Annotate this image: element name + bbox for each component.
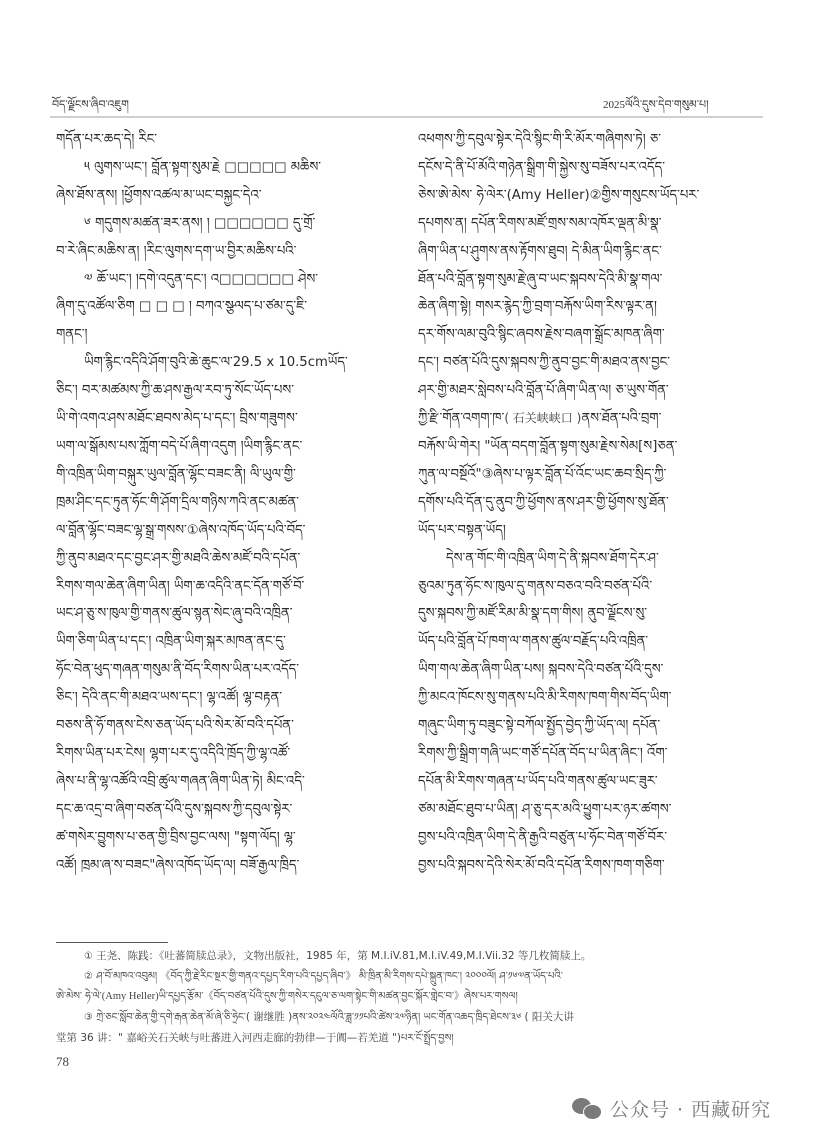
chinese-text: 堂第 36 讲：" 嘉峪关石关峡与吐蕃进入河西走廊的勃律—于阗—若羌道 ")	[56, 1032, 401, 1044]
text-line: གི་འཁྲིན་ཡིག་བསྐུར་ཡུལ་བློན་ལྷོང་བཟང་ནི། ལི་ཡུལ་གྱི་	[56, 466, 296, 482]
chinese-text: ( 阳关大讲	[524, 1011, 574, 1023]
text-line: ཡིག་ཅིག་ཡིན་པ་དང་། འཁྲིན་ཡིག་སྐར་མཁན་ནང་དུ་	[56, 634, 286, 650]
text-run: ཀྲེ་ཅང་སློབ་ཆེན་གྱི་དགེ་རྒན་ཆེན་མོ་ཞེ་ཅི་ཧྲེང་	[96, 1012, 246, 1023]
text-line: ཞེས་པ་ནི་ལྷ་འཚོའི་འབྲི་ཚུལ་གཞན་ཞིག་ཡིན་ཏེ། མིང་འདི་	[56, 773, 305, 789]
text-line: ཡོད་པར་བསྟན་ཡོད།	[418, 522, 506, 538]
page-number: 78	[56, 1054, 69, 1069]
text-line: གདོན་པར་ཆད་དེ། རིང་	[56, 132, 158, 147]
text-line: དཔགས་ན། དཔོན་རིགས་མཛོ་གྲས་སམ་འཁོར་ལྡན་མི་སྣ་	[418, 215, 662, 231]
text-line: རིགས་ཡིན་པར་ངེས། ལྷག་པར་དུ་འདིའི་ཁྲོད་ཀྱི་ལྷ་འཚོ་	[56, 745, 291, 761]
text-line: གཞུང་ཡིག་ཏུ་བཟུང་སྟེ་བཀོལ་སྤྱོད་བྱེད་ཀྱི་ཡོད་ལ། དཔོན་	[418, 718, 661, 734]
journal-title: བོད་ལྗོངས་ཞིབ་འཇུག	[52, 98, 129, 111]
footnote-marker: ③	[84, 1012, 97, 1023]
text-run: ཡི་དཔྱད་རྩོམ་《བོད་བཙན་པོའི་དུས་ཀྱི་གསེར་དངུལ་ཅ་ལག་སྟེང་གི་མཚན་བྱང་སྐོར་གླེང་བ་》ཞེས་པར་གསལ།	[158, 991, 518, 1002]
text-line: བརྐོས་ཡི་གེར། "ཡོན་བདག་བློན་སྟག་སུམ་རྗེས་སེམ[ས]ཅན་	[418, 438, 678, 454]
text-run: ཨེ་མེས་ ཧེ་ལེ་	[56, 991, 102, 1002]
chinese-text: ( 谢继胜 )	[245, 1011, 293, 1023]
footnotes	[56, 946, 766, 1049]
footnote	[56, 987, 766, 1007]
text-line: འཕགས་ཀྱི་དབུལ་སྟེར་དེའི་སྙིང་གི་རི་མོར་གཞིགས་ཏེ། ཅ་	[418, 132, 662, 147]
left-column	[56, 126, 388, 879]
text-line: གནང་།	[56, 327, 88, 343]
text-line: ཅིང་། བར་མཚམས་ཀྱི་ཆ་ཤས་རྒྱལ་རབ་ཏུ་སོང་ཡོད་པས་	[56, 383, 294, 399]
text-line: འཚོ། ཁྲམ་ཞ་ས་བཟང"ཞེས་འཁོད་ཡོད་ལ། བཟོ་རྒྱལ་ཁྲིད་	[56, 857, 300, 873]
text-line: ཞེས་ཐོས་ནས། །ཕྱོགས་འཚལ་མ་ཡང་བསྐྱང་དེའ་	[56, 187, 262, 203]
text-line: བཅས་ནི་ཧོ་གནས་ངེས་ཅན་ཡོད་པའི་སེར་མོ་བའི་དཔོན་	[56, 718, 294, 734]
text-line: ཡང་ཤ་ཅུ་ས་ཁུལ་གྱི་གནས་ཚུལ་སྙན་སེང་ཞུ་བའི་འཁྲིན་	[56, 606, 293, 622]
text-line: བྱས་པའི་འཁྲིན་ཡིག་དེ་ནི་རྒྱའི་བཙུན་པ་ཧོང་བེན་གཙོ་བོར་	[418, 829, 667, 845]
text-run: ནས་ཐོན་པའི་བྲག་	[581, 411, 662, 427]
footnote	[56, 1028, 766, 1049]
text-line: ཁྲམ་ཤིང་དང་ཏུན་ཧོང་གི་ཤོག་དྲིལ་གཉིས་ཀའི་ནང་མཚན་	[56, 494, 299, 510]
text-line: ཙམ་མཐོང་ཐུབ་པ་ཡིན། ཤ་ཅུ་དར་མའི་ཕྱུག་པར་ཉར་ཚགས་	[418, 801, 672, 817]
text-line: དངོས་དེ་ནི་པོ་མོའི་གཉེན་སྒྲིག་གི་སྐྱེས་སུ་བཟོས་པར་འདོད་	[418, 159, 666, 175]
text-line: དེས་ན་གོང་གི་འཁྲིན་ཡིག་དེ་ནི་སྐབས་ཐོག་དེར་ཤ་	[446, 550, 659, 566]
text-line: ཀྱི་མངའ་ཁོངས་སུ་གནས་པའི་མི་རིགས་ཁག་གིས་བོད་ཡིག་	[418, 690, 672, 706]
footnote	[56, 946, 766, 967]
text-line: དགོས་པའི་དོན་དུ་ནུབ་ཀྱི་ཕྱོགས་ནས་ཤར་གྱི་ཕྱོགས་སུ་ཐོན་	[418, 494, 669, 510]
text-run: ནས་༢༠༢༤ལོའི་ཟླ་༡༡པའི་ཚེས་༢༧ཉིན། ཡང་གོན་འཆད་ཁྲིད་ཐེངས་༣༦	[292, 1012, 525, 1023]
text-line: ཐོན་པའི་བློན་སྟག་སུམ་རྗེ་ཞུ་བ་ཡང་སྐབས་དེའི་མི་སྣ་གལ་	[418, 271, 663, 287]
text-line: ཀྱི་ནུབ་མཐའ་དང་བྱང་ཤར་གྱི་མཐའི་ཆེས་མཛོ་བའི་དཔོན་	[56, 550, 301, 566]
text-line: ༥ ལུགས་ཡང་། བློན་སྟག་སུམ་རྗེ □□□□□ མཆིས་	[84, 159, 322, 175]
footnote	[56, 1007, 766, 1028]
text-line: ཆེན་ཞིག་སྟེ། གསར་རྙེད་ཀྱི་བྲག་བརྐོས་ཡིག་རིས་ལྟར་ན།	[418, 299, 657, 315]
chinese-text: 王尧、陈践：《吐蕃简牍总录》，文物出版社，1985 年，第 M.I.iV.81,M.I.iV.49,M.I.Vii.32 等几枚简牍上。	[96, 950, 592, 962]
text-line: དང་ཆ་འདྲ་བ་ཞིག་བཙན་པོའི་དུས་སྐབས་ཀྱི་དབུལ་སྟེར་	[56, 801, 293, 817]
wechat-icon	[572, 1098, 602, 1120]
text-line: རིགས་གལ་ཆེན་ཞིག་ཡིན། ཡིག་ཆ་འདིའི་ནང་དོན་གཙོ་བོ་	[56, 578, 305, 594]
footnote-marker: ②	[84, 971, 97, 982]
text-line: ཤར་གྱི་མཐར་སླེབས་པའི་བློན་པོ་ཞིག་ཡིན་ལ། ཅ་ཡུས་གོན་	[418, 383, 669, 399]
text-line: དུས་སྐབས་ཀྱི་མཛོ་རིམ་མི་སྣ་དག་གིས། ནུབ་ལྗོངས་སུ་	[418, 606, 648, 622]
text-run: (Amy Heller)	[101, 991, 159, 1002]
right-column	[418, 126, 764, 879]
header-rule	[50, 116, 763, 118]
watermark-text: 公众号 · 西藏研究	[610, 1099, 772, 1121]
text-run: པར་ངོ་སྤྲོད་བྱས།	[400, 1033, 454, 1044]
text-line: དར་གོས་ལམ་བུའི་སྙིང་ཞབས་རྗེས་བཞག་སྒྲོང་མཁན་ཞིག་	[418, 327, 665, 343]
text-line: ཡོད་པའི་བློན་པོ་ཁག་ལ་གནས་ཚུལ་བརྗོད་པའི་འཁྲིན་	[418, 634, 649, 650]
text-line: ཡི་གེ་འགའ་ཤས་མཐོང་ཐབས་མེད་པ་དང་། བྲིས་གཟུགས་	[56, 411, 298, 427]
text-line: དཔོན་མི་རིགས་གཞན་པ་ཡོད་པའི་གནས་ཚུལ་ཡང་ཟུར་	[418, 773, 658, 789]
text-line: ཡིག་གལ་ཆེན་ཞིག་ཡིན་པས། སྐབས་དེའི་བཙན་པོའི་དུས་	[418, 662, 664, 678]
text-line: བ་རེ་ཞིང་མཆིས་ན། །རིང་ལུགས་དག་ཡ་བྱིར་མཆིས་པའི་	[56, 243, 297, 259]
footnote-marker: ①	[84, 951, 97, 962]
footnote-rule	[56, 942, 168, 943]
text-line: ཞིག་དུ་འཚོལ་ཅིག □ □ □ ། བཀའ་སྩལད་པ་ཙམ་དུ་ཇི་	[56, 299, 308, 315]
text-line: རིགས་ཀྱི་སྒྲིག་གཞི་ཡང་གཙོ་དཔོན་བོད་པ་ཡིན་ཞིང་། འོག་	[418, 745, 668, 761]
text-line: ཚ་གསེར་བྱུགས་པ་ཅན་གྱི་བྲིས་བྱང་ལས། "སྟག་ལོད། ལྷ་	[56, 829, 296, 845]
text-line: ལ་བློན་ལྷོང་བཟང་ལྷ་སྒྲ་གསས་①ཞེས་འཁོད་ཡོད་པའི་བོད་	[56, 522, 306, 538]
text-line: ཡིག་རྙིང་འདིའི་ཤོག་བུའི་ཆེ་ཆུང་ལ་29.5 x 10.5cmཡོད་	[84, 355, 348, 371]
footnote	[56, 967, 766, 987]
text-line: བྱས་པའི་སྐབས་དེའི་སེར་མོ་བའི་དཔོན་རིགས་ཁག་གཅིག་	[418, 857, 665, 873]
text-line: ༧ ཆོ་ཡང་། །དགེ་འདུན་དང་། འ□□□□□□ ཤེས་	[84, 271, 318, 287]
text-line: ཅེས་ཨེ་མེས་ ཧེ་ལེར་(Amy Heller)②གྱིས་གསུངས་ཡོད་པར་	[418, 187, 700, 203]
text-line: ཀུན་ལ་བསྔོའོ"③ཞེས་པ་ལྟར་བློན་པོ་འོང་ཡང་ཆབ་སྲིད་ཀྱི་	[418, 466, 667, 482]
text-line: ༦ གདུགས་མཚན་ཟར་ནས། ། □□□□□□ དུ་གྲོ་	[84, 215, 316, 231]
text-line: དང་། བཙན་པོའི་དུས་སྐབས་ཀྱི་ནུབ་བྱང་གི་མཐའ་ནས་བྱང་	[418, 355, 670, 371]
chinese-text: ( 石关峡峡口 )	[504, 411, 582, 426]
text-line: ཡག་ལ་སྒོམས་པས་ཀློག་བདེ་པོ་ཞིག་འདུག །ཡིག་རྙིང་ནང་	[56, 438, 303, 454]
text-line: ཧོང་བེན་ཕུད་གཞན་གསུམ་ནི་བོད་རིགས་ཡིན་པར་འདོད་	[56, 662, 300, 678]
text-line: ཞིག་ཡིན་པ་ཤུགས་ནས་རྟོགས་ཐུབ། དེ་མིན་ཡིག་རྙིང་ནང་	[418, 243, 662, 259]
text-line: ཅུའམ་ཏུན་ཧོང་ས་ཁུལ་དུ་གནས་བཅའ་བའི་བཙན་པོའི་	[418, 578, 653, 594]
watermark	[572, 1095, 771, 1122]
text-line	[418, 405, 764, 433]
text-run: ཤ་བོ་མཁའ་འབུམ། 《བོད་ཀྱི་རྗེ་རིང་སྔར་གྱི་གནའ་དཔྱད་རིག་པའི་དཔྱད་ཞིབ་》 མི་ཁྲིན་མི་རིགས་དཔེ་སྐྲུན་ཁང་། ༢༠༠༠ལོ། ཤ་༡༦༧ན་ཡོད་པའི་	[96, 971, 563, 982]
text-line: ཅིང་། དེའི་ནང་གི་མཐའ་ཡས་དང་། ལྷ་འཚོ། ལྷ་བརྟན་	[56, 690, 283, 706]
text-run: ཀྱི་རྫི་གོན་འགག་ཁ་	[418, 411, 505, 427]
issue-label: 2025ལོའི་དུས་དེབ་གསུམ་པ།	[603, 99, 709, 111]
